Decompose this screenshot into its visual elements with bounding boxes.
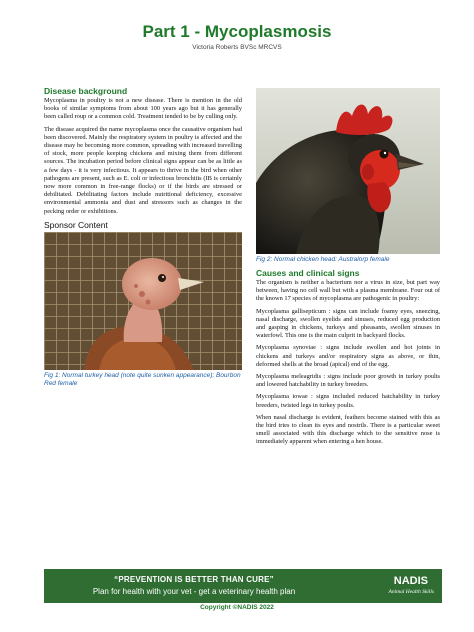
page-title: Part 1 - Mycoplasmosis [142,22,332,41]
left-column [44,86,242,392]
nadis-logo: NADIS [393,575,428,587]
paragraph: When nasal discharge is evident, feathers become stained with this as the bird tries to clean its eyes and nostrils. There is a particular sweet smell associated with this discharge which to the sensitive nose is immediately apparent when entering a hen house. [256,413,440,446]
right-column [256,88,440,451]
paragraph: Mycoplasma meleagridis : signs include poor growth in turkey poults and lowered hatchability in turkey breeders. [256,373,440,389]
turkey-photo [44,232,242,370]
nadis-logo-subtitle: Animal Health Skills [388,589,434,595]
turkey-head-image [44,232,242,370]
paragraph: Mycoplasma iowae : signs included reduced hatchability in turkey breeders, twisted legs in turkey poults. [256,393,440,409]
paragraph: The disease acquired the name mycoplasma once the causative organism had been discovered. Mainly the respiratory system in poultry is affected and the disease may be becoming more common, spreading with increased travelling of stock, more people keeping chickens and mixing them from different sources. The incubation period before clinical signs appear can be as little as a few days - it is very infectious. It appears to thrive in the bird when other pathogens are present, such as E. coli or infectious bronchitis (IB is certainly now more common in free-range flocks) or if the birds are stressed or debilitated. Debilitating factors include nutritional deficiency, excessive environmental ammonia and dust and stressors such as changes in the pecking order or exhibitions. [44,125,242,215]
paragraph: Mycoplasma gallisepticum : signs can include foamy eyes, sneezing, nasal discharge, swollen eyelids and sinuses, reduced egg production and gasping in chickens, turkeys and pheasants, swollen sinuses in waterfowl. This one is the main culprit in backyard flocks. [256,307,440,340]
nadis-banner [44,569,442,603]
sponsor-content-label: Sponsor Content [44,219,108,230]
fig1-caption: Fig 1: Normal turkey head (note quite sunken appearance); Bourbon Red female [44,371,241,387]
section-title-disease-background: Disease background [44,86,128,96]
chicken-head-image [256,88,440,254]
banner-plan-text: Plan for health with your vet - get a veterinary health plan [92,587,296,596]
banner-tagline: “PREVENTION IS BETTER THAN CURE” [114,575,274,584]
section-title-causes: Causes and clinical signs [256,268,360,278]
paragraph: Mycoplasma in poultry is not a new disease. There is mention in the old books of similar symptoms from about 100 years ago but it has generally been called roup or a common cold. Treatment tended to be by culling only. [44,97,242,121]
chicken-photo [256,88,440,254]
fig2-caption: Fig 2: Normal chicken head: Australorp female [256,256,390,263]
paragraph: Mycoplasma synoviae : signs include swollen and hot joints in chickens and turkeys and/or respiratory signs as above, or thin, deformed shells at the broad (apical) end of the egg. [256,344,440,368]
paragraph: The organism is neither a bacterium nor a virus in size, but part way between, having no cell wall but with a plasma membrane. Four out of the known 17 species of mycoplasma are pathogenic in poultry: [256,279,440,303]
copyright-footer: Copyright ©NADIS 2022 [200,604,274,611]
author-line: Victoria Roberts BVSc MRCVS [192,44,282,51]
